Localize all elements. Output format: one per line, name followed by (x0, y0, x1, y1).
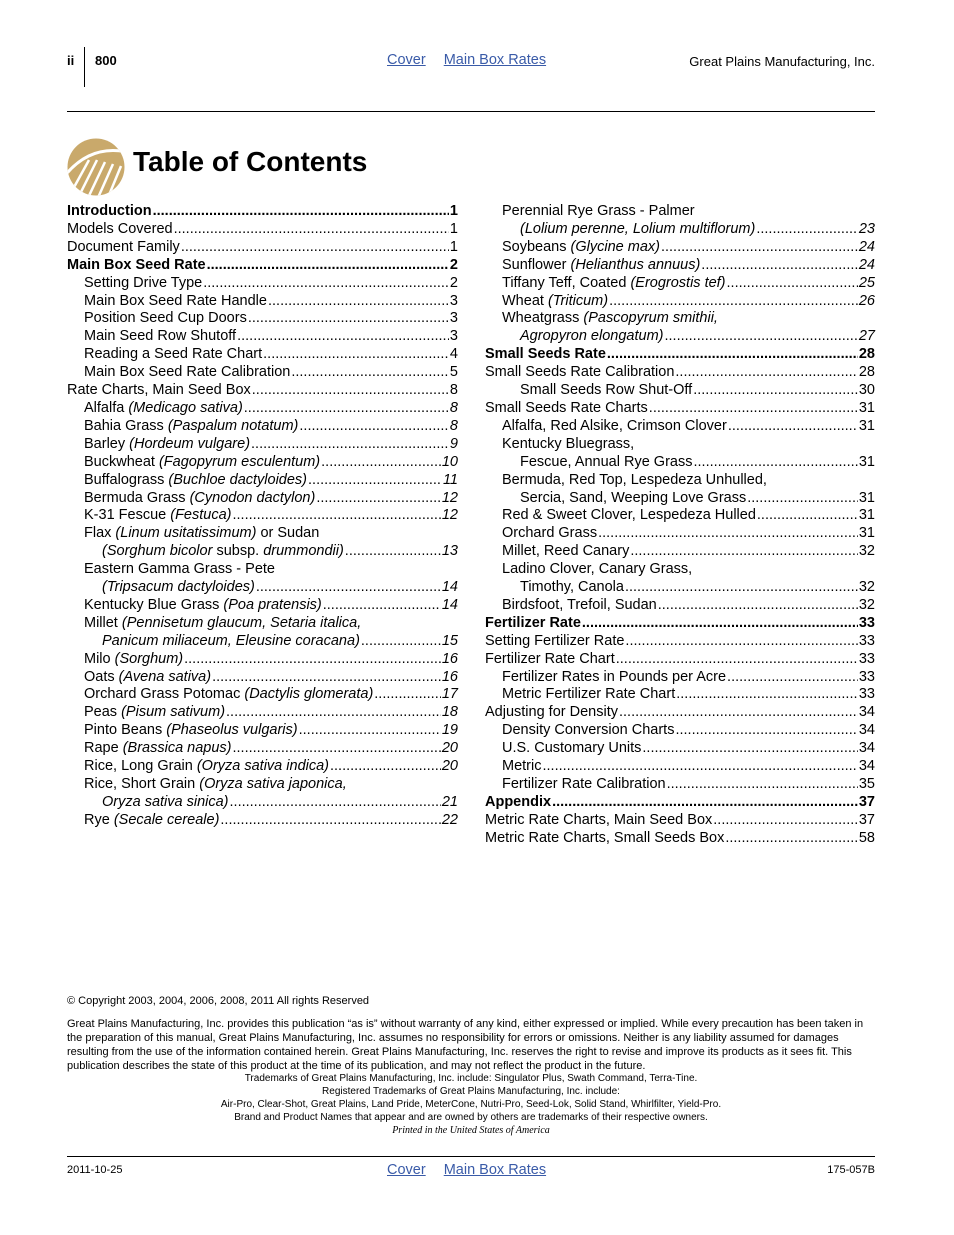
toc-entry-page: 17 (441, 686, 458, 703)
toc-leader-dots (675, 364, 857, 382)
toc-entry-title: Barley (Hordeum vulgare) (84, 435, 251, 452)
toc-entry[interactable] (485, 740, 875, 758)
toc-entry-title: Metric (502, 758, 542, 775)
header-nav (387, 52, 560, 68)
toc-entry[interactable] (67, 257, 458, 275)
toc-continued-line: Bermuda, Red Top, Lespedeza Unhulled, (502, 471, 767, 488)
copyright: © Copyright 2003, 2004, 2006, 2008, 2011 All rights Reserved (67, 995, 370, 1007)
toc-entry-title: Fertilizer Rate Calibration (502, 776, 666, 792)
toc-entry-title: Models Covered (67, 220, 173, 237)
toc-entry-title: Pinto Beans (Phaseolus vulgaris) (84, 722, 298, 739)
toc-leader-dots (607, 346, 858, 364)
toc-entry[interactable] (485, 615, 875, 633)
toc-entry[interactable] (67, 543, 458, 561)
toc-entry-title: Rape (Brassica napus) (84, 740, 232, 757)
toc-leader-dots (184, 651, 441, 669)
toc-entry-page: 23 (858, 220, 875, 237)
toc-entry-page: 14 (441, 596, 458, 613)
footer-rule (67, 1156, 875, 1157)
toc-entry-title: Oats (Avena sativa) (84, 668, 212, 685)
toc-entry-page: 37 (858, 793, 875, 810)
header-company: Great Plains Manufacturing, Inc. (689, 54, 875, 69)
toc-entry[interactable] (485, 507, 875, 525)
toc-entry-page: 31 (858, 453, 875, 470)
toc-leader-dots (323, 597, 441, 615)
toc-entry[interactable] (67, 293, 458, 311)
toc-entry-page: 2 (449, 256, 458, 273)
toc-entry[interactable] (67, 328, 458, 346)
toc-leader-dots (233, 740, 441, 758)
toc-leader-dots (226, 704, 441, 722)
toc-entry-title: Sercia, Sand, Weeping Love Grass (520, 489, 747, 506)
toc-entry-page: 25 (858, 274, 875, 291)
copyright-text: Copyright 2003, 2004, 2006, 2008, 2011 All rights Reserved (78, 995, 370, 1007)
toc-entry-title: Timothy, Canola (520, 579, 624, 596)
toc-entry-page: 31 (858, 417, 875, 434)
toc-entry-title: Fescue, Annual Rye Grass (520, 453, 693, 470)
toc-entry[interactable] (485, 651, 875, 669)
toc-entry[interactable] (485, 275, 875, 293)
toc-entry-title: Appendix (485, 793, 552, 810)
toc-entry-title: K-31 Fescue (Festuca) (84, 507, 232, 524)
toc-left-column (67, 203, 458, 830)
toc-entry-page: 26 (858, 292, 875, 309)
toc-leader-dots (252, 382, 449, 400)
toc-leader-dots (321, 454, 441, 472)
toc-entry-title: Sunflower (Helianthus annuus) (502, 256, 701, 273)
toc-leader-dots (345, 543, 441, 561)
toc-continued-line: Wheatgrass (Pascopyrum smithii, (502, 310, 718, 327)
toc-entry-title: Reading a Seed Rate Chart (84, 346, 263, 363)
toc-entry-page: 15 (441, 632, 458, 649)
toc-entry[interactable] (67, 758, 458, 776)
toc-entry-title: Setting Fertilizer Rate (485, 632, 625, 649)
toc-entry-page: 11 (442, 471, 458, 488)
toc-leader-dots (361, 633, 441, 651)
toc-leader-dots (616, 651, 858, 669)
toc-entry[interactable] (67, 418, 458, 436)
toc-leader-dots (552, 794, 858, 812)
toc-entry-page: 5 (449, 364, 458, 381)
toc-entry-page: 58 (858, 829, 875, 846)
header-page-number (67, 53, 117, 68)
toc-leader-dots (203, 275, 449, 293)
printed-in: Printed in the United States of America (392, 1125, 550, 1136)
toc-entry[interactable] (67, 722, 458, 740)
toc-entry-title: Introduction (67, 203, 152, 219)
toc-entry-title: Density Conversion Charts (502, 722, 675, 739)
toc-entry[interactable] (67, 275, 458, 293)
toc-entry-title: Metric Rate Charts, Small Seeds Box (485, 829, 725, 846)
doc-number: 800 (95, 53, 117, 68)
toc-entry[interactable] (67, 436, 458, 454)
toc-entry[interactable] (67, 597, 458, 615)
toc-leader-dots (181, 239, 449, 257)
toc-leader-dots (728, 418, 858, 436)
toc-entry[interactable] (67, 346, 458, 364)
toc-entry-page: 8 (449, 382, 458, 399)
toc-leader-dots (207, 257, 449, 275)
toc-entry-title: Fertilizer Rates in Pounds per Acre (502, 668, 727, 685)
toc-entry-page: 1 (449, 220, 458, 237)
toc-entry-page: 32 (858, 596, 875, 613)
toc-entry-page: 13 (441, 543, 458, 560)
toc-entry[interactable] (67, 400, 458, 418)
header-rule (67, 111, 875, 112)
toc-entry-title: (Sorghum bicolor subsp. drummondii) (102, 543, 344, 560)
toc-entry-title: Alfalfa (Medicago sativa) (84, 399, 243, 416)
toc-leader-dots (701, 257, 858, 275)
toc-entry-page: 30 (858, 382, 875, 399)
toc-entry-page: 4 (449, 346, 458, 363)
trademarks-line-1: Trademarks of Great Plains Manufacturing, Inc. include: Singulator Plus, Swath Command, Terra-Tine. (244, 1073, 698, 1084)
toc-entry[interactable] (485, 382, 875, 400)
toc-entry-page: 31 (858, 507, 875, 524)
toc-entry-page: 31 (858, 399, 875, 416)
toc-entry-title: Wheat (Triticum) (502, 292, 609, 309)
page-title: Table of Contents (133, 146, 368, 177)
toc-entry-title: Adjusting for Density (485, 704, 618, 721)
toc-entry[interactable] (485, 418, 875, 436)
trademarks-line-2: Registered Trademarks of Great Plains Manufacturing, Inc. include: (322, 1086, 620, 1097)
toc-leader-dots (619, 704, 858, 722)
toc-entry-title: Bahia Grass (Paspalum notatum) (84, 417, 299, 434)
toc-leader-dots (248, 310, 449, 328)
toc-continued-line: Ladino Clover, Canary Grass, (502, 561, 693, 578)
toc-entry-title: Small Seeds Rate Calibration (485, 364, 675, 381)
toc-entry-page: 35 (858, 776, 875, 792)
toc-leader-dots (664, 328, 857, 346)
toc-leader-dots (661, 239, 858, 257)
toc-leader-dots (757, 507, 858, 525)
toc-entry-title: Main Box Seed Rate Calibration (84, 364, 291, 381)
toc-entry-title: Panicum miliaceum, Eleusine coracana) (102, 632, 360, 649)
toc-entry[interactable] (485, 669, 875, 687)
toc-entry-page: 3 (449, 328, 458, 345)
toc-entry-page: 24 (858, 238, 875, 255)
trademarks-line-3: Air-Pro, Clear-Shot, Great Plains, Land Pride, MeterCone, Nutri-Pro, Seed-Lok, Solid Stand, Whirlfilter, Yield-Pro. (220, 1099, 722, 1110)
toc-entry[interactable] (67, 364, 458, 382)
toc-entry-title: Bermuda Grass (Cynodon dactylon) (84, 489, 316, 506)
toc-entry-title: Peas (Pisum sativum) (84, 704, 226, 721)
toc-leader-dots (233, 507, 441, 525)
toc-entry-page: 31 (858, 525, 875, 542)
cover-link[interactable]: Cover (387, 52, 426, 68)
toc-entry[interactable] (485, 293, 875, 311)
toc-entry[interactable] (485, 400, 875, 418)
toc-entry-title: Orchard Grass Potomac (Dactylis glomerata) (84, 686, 374, 703)
toc-entry-title: Orchard Grass (502, 525, 598, 542)
toc-entry[interactable] (485, 257, 875, 275)
toc-entry[interactable] (485, 597, 875, 615)
toc-entry-page: 33 (858, 668, 875, 685)
toc-leader-dots (230, 794, 441, 812)
toc-entry-page: 1 (449, 238, 458, 255)
toc-entry[interactable] (485, 543, 875, 561)
toc-leader-dots (299, 722, 441, 740)
page-roman: ii (67, 53, 75, 68)
toc-entry[interactable] (485, 364, 875, 382)
toc-entry[interactable] (67, 740, 458, 758)
toc-entry[interactable] (67, 579, 458, 597)
toc-entry-page: 9 (449, 435, 458, 452)
toc-entry[interactable] (485, 776, 875, 794)
toc-leader-dots (308, 472, 442, 490)
toc-entry-page: 27 (858, 328, 875, 345)
toc-entry-title: Metric Fertilizer Rate Chart (502, 686, 676, 703)
great-plains-logo-icon (67, 138, 125, 196)
toc-entry-page: 14 (441, 579, 458, 596)
toc-continued-line: Eastern Gamma Grass - Pete (84, 561, 275, 578)
toc-entry-page: 28 (858, 364, 875, 381)
toc-entry-title: Buffalograss (Buchloe dactyloides) (84, 471, 308, 488)
toc-entry[interactable] (485, 758, 875, 776)
toc-entry-page: 20 (441, 758, 458, 775)
toc-entry-title: Fertilizer Rate Chart (485, 650, 615, 667)
toc-entry[interactable] (485, 704, 875, 722)
trademarks-block (67, 1072, 875, 1137)
toc-entry-page: 8 (449, 399, 458, 416)
toc-entry-title: Agropyron elongatum) (520, 328, 664, 345)
toc-entry-title: Metric Rate Charts, Main Seed Box (485, 811, 713, 828)
toc-leader-dots (747, 490, 858, 508)
footer-cover-link[interactable]: Cover (387, 1162, 426, 1178)
toc-entry-title: Rice, Long Grain (Oryza sativa indica) (84, 758, 329, 775)
disclaimer: Great Plains Manufacturing, Inc. provides this publication “as is” without warranty of any kind, either expressed or implied. While every precaution has been taken in the preparation of this manual, Great Plains Manufacturing, Inc. assumes no responsibility for errors or omissions. Neither is any liability assumed for damages resulting from the use of the information contained herein. Great Plains Manufacturing, Inc. reserves the right to revise and improve its products as it sees fit. This publication describes the state of this product at the time of its publication, and may not reflect the product in the future. (67, 1018, 864, 1072)
footer-nav (387, 1162, 560, 1178)
toc-entry-title: Tiffany Teff, Coated (Erogrostis tef) (502, 274, 726, 291)
toc-entry[interactable] (67, 490, 458, 508)
toc-entry-title: Alfalfa, Red Alsike, Crimson Clover (502, 417, 727, 434)
toc-leader-dots (609, 293, 858, 311)
toc-entry[interactable] (485, 794, 875, 812)
toc-entry-title: Fertilizer Rate (485, 614, 581, 631)
toc-entry[interactable] (485, 221, 875, 239)
toc-entry-page: 37 (858, 811, 875, 828)
toc-leader-dots (676, 686, 858, 704)
toc-leader-dots (625, 633, 857, 651)
toc-entry[interactable] (485, 722, 875, 740)
toc-entry-title: Kentucky Blue Grass (Poa pratensis) (84, 596, 322, 613)
toc-entry-title: Main Box Seed Rate (67, 256, 206, 273)
toc-entry-page: 18 (441, 704, 458, 721)
toc-entry-title: Main Box Seed Rate Handle (84, 292, 267, 309)
toc-entry-page: 34 (858, 740, 875, 757)
toc-leader-dots (649, 400, 858, 418)
toc-entry[interactable] (67, 239, 458, 257)
toc-entry-title: (Lolium perenne, Lolium multiflorum) (520, 220, 756, 237)
toc-entry[interactable] (485, 490, 875, 508)
toc-entry[interactable] (485, 633, 875, 651)
toc-leader-dots (727, 669, 858, 687)
toc-entry-page: 8 (449, 417, 458, 434)
toc-entry[interactable] (485, 812, 875, 830)
toc-leader-dots (582, 615, 858, 633)
toc-entry[interactable] (67, 633, 458, 651)
toc-leader-dots (725, 830, 858, 848)
toc-continued-line: Flax (Linum usitatissimum) or Sudan (84, 525, 320, 542)
toc-entry-page: 1 (449, 203, 458, 219)
toc-entry-title: Birdsfoot, Trefoil, Sudan (502, 596, 657, 613)
toc-leader-dots (251, 436, 449, 454)
toc-entry-page: 32 (858, 543, 875, 560)
toc-entry-page: 12 (441, 507, 458, 524)
toc-entry-page: 3 (449, 292, 458, 309)
toc-leader-dots (291, 364, 449, 382)
toc-entry-page: 12 (441, 489, 458, 506)
toc-entry-title: Document Family (67, 238, 180, 255)
toc-leader-dots (658, 597, 858, 615)
toc-entry-page: 19 (441, 722, 458, 739)
toc-continued-line: Kentucky Bluegrass, (502, 435, 635, 452)
toc-entry-page: 24 (858, 256, 875, 273)
main-box-rates-link[interactable]: Main Box Rates (443, 52, 547, 68)
toc-leader-dots (212, 669, 441, 687)
toc-entry-page: 34 (858, 704, 875, 721)
toc-entry[interactable] (67, 812, 458, 830)
toc-entry[interactable] (485, 830, 875, 848)
toc-leader-dots (727, 275, 858, 293)
toc-leader-dots (598, 525, 858, 543)
toc-leader-dots (693, 454, 857, 472)
toc-leader-dots (237, 328, 449, 346)
toc-entry-page: 34 (858, 722, 875, 739)
toc-leader-dots (244, 400, 449, 418)
toc-entry[interactable] (67, 704, 458, 722)
toc-leader-dots (220, 812, 440, 830)
toc-leader-dots (642, 740, 857, 758)
toc-entry-title: U.S. Customary Units (502, 740, 642, 757)
toc-entry-title: Buckwheat (Fagopyrum esculentum) (84, 453, 321, 470)
toc-leader-dots (263, 346, 449, 364)
toc-leader-dots (630, 543, 858, 561)
toc-leader-dots (713, 812, 858, 830)
toc-leader-dots (316, 490, 441, 508)
toc-leader-dots (268, 293, 449, 311)
toc-entry-title: Oryza sativa sinica) (102, 793, 229, 810)
toc-entry-page: 33 (858, 650, 875, 667)
toc-entry[interactable] (485, 686, 875, 704)
toc-entry-page: 22 (441, 811, 458, 828)
toc-continued-line: Millet (Pennisetum glaucum, Setaria italica, (84, 614, 362, 631)
toc-entry[interactable] (485, 579, 875, 597)
toc-entry[interactable] (485, 239, 875, 257)
toc-entry-page: 16 (441, 650, 458, 667)
toc-leader-dots (693, 382, 858, 400)
toc-entry[interactable] (67, 507, 458, 525)
toc-entry-title: Small Seeds Row Shut-Off (520, 382, 693, 399)
toc-leader-dots (256, 579, 441, 597)
toc-entry[interactable] (67, 221, 458, 239)
toc-leader-dots (299, 418, 449, 436)
toc-entry-title: Small Seeds Rate Charts (485, 399, 648, 416)
toc-entry[interactable] (485, 346, 875, 364)
toc-entry[interactable] (67, 686, 458, 704)
footer-date: 2011-10-25 (67, 1164, 123, 1176)
toc-right-column (485, 203, 875, 848)
toc-entry-page: 3 (449, 310, 458, 327)
trademarks-line-4: Brand and Product Names that appear and are owned by others are trademarks of their respective owners. (234, 1112, 708, 1123)
toc-entry[interactable] (485, 454, 875, 472)
toc-entry-page: 2 (449, 274, 458, 291)
toc-entry-page: 34 (858, 758, 875, 775)
toc-entry-page: 31 (858, 489, 875, 506)
toc-entry-title: Milo (Sorghum) (84, 650, 184, 667)
toc-entry-page: 33 (858, 632, 875, 649)
toc-leader-dots (667, 776, 858, 794)
footer-main-box-rates-link[interactable]: Main Box Rates (443, 1162, 547, 1178)
toc-entry-page: 16 (441, 668, 458, 685)
toc-entry[interactable] (67, 794, 458, 812)
toc-continued-line: Rice, Short Grain (Oryza sativa japonica, (84, 776, 347, 792)
toc-entry-page: 32 (858, 579, 875, 596)
toc-entry-page: 28 (858, 346, 875, 363)
toc-entry-title: Small Seeds Rate (485, 346, 606, 363)
toc-entry[interactable] (67, 382, 458, 400)
toc-entry[interactable] (67, 203, 458, 221)
toc-leader-dots (675, 722, 857, 740)
toc-entry-title: (Tripsacum dactyloides) (102, 579, 255, 596)
toc-leader-dots (374, 686, 441, 704)
footer-part-number: 175-057B (827, 1164, 875, 1176)
toc-entry-page: 20 (441, 740, 458, 757)
toc-leader-dots (174, 221, 449, 239)
toc-entry-title: Rye (Secale cereale) (84, 811, 220, 828)
toc-entry-page: 21 (441, 793, 458, 810)
toc-continued-line: Perennial Rye Grass - Palmer (502, 203, 695, 219)
toc-leader-dots (153, 203, 449, 221)
header-divider (84, 47, 85, 87)
toc-entry-page: 33 (858, 686, 875, 703)
toc-leader-dots (542, 758, 857, 776)
toc-entry[interactable] (67, 651, 458, 669)
toc-entry-title: Soybeans (Glycine max) (502, 238, 660, 255)
toc-entry-title: Position Seed Cup Doors (84, 310, 247, 327)
toc-entry[interactable] (485, 525, 875, 543)
toc-entry[interactable] (485, 328, 875, 346)
toc-entry[interactable] (67, 669, 458, 687)
toc-entry-page: 10 (441, 453, 458, 470)
toc-entry-title: Rate Charts, Main Seed Box (67, 382, 251, 399)
toc-entry-title: Setting Drive Type (84, 274, 203, 291)
toc-entry[interactable] (67, 310, 458, 328)
toc-leader-dots (330, 758, 441, 776)
toc-leader-dots (756, 221, 858, 239)
toc-entry-title: Main Seed Row Shutoff (84, 328, 237, 345)
toc-entry[interactable] (67, 454, 458, 472)
toc-entry-page: 33 (858, 614, 875, 631)
toc-entry[interactable] (67, 472, 458, 490)
toc-leader-dots (625, 579, 858, 597)
toc-entry-title: Red & Sweet Clover, Lespedeza Hulled (502, 507, 756, 524)
toc-entry-title: Millet, Reed Canary (502, 543, 630, 560)
